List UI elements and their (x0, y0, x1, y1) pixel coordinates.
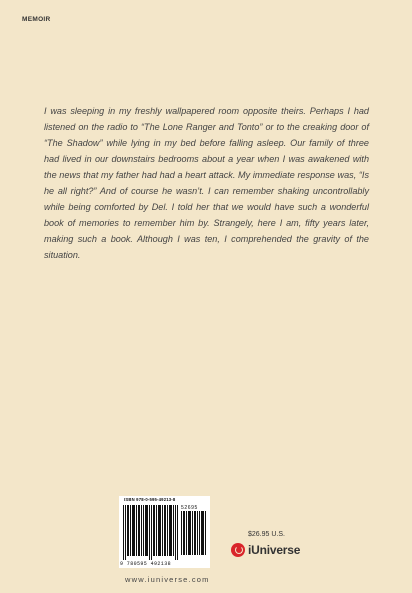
retail-price: $26.95 U.S. (248, 531, 285, 538)
barcode-bars (123, 505, 179, 560)
price-code: 52695 (181, 505, 198, 511)
publisher-website: www.iuniverse.com (125, 575, 210, 584)
excerpt-text: I was sleeping in my freshly wallpapered room opposite theirs. Perhaps I had listened on the radio to “The Lone Ranger and Tonto” or to the creaking door of “The Shadow” while lying in my bed before falling asleep. Our family of three had lived in our downstairs bedrooms about a year when I was awakened with the news that my father had had a heart attack. My immediate response was, “Is he all right?” And of course he wasn’t. I can remember shaking uncontrollably while being comforted by Del. I told her that we would have such a wonderful book of memories to remember him by. Strangely, here I am, fifty years later, making such a book. Although I was ten, I comprehended the gravity of the situation. (44, 106, 369, 260)
publisher-logo-text: iUniverse (248, 543, 301, 557)
barcode-addon-bars (181, 511, 207, 555)
iuniverse-logo-icon (231, 543, 245, 557)
isbn-digits: 9 780595 492138 (120, 561, 172, 567)
category-label: MEMOIR (22, 16, 51, 23)
publisher-logo (231, 543, 300, 557)
isbn-label: ISBN 978-0-595-49213-8 (124, 497, 176, 502)
